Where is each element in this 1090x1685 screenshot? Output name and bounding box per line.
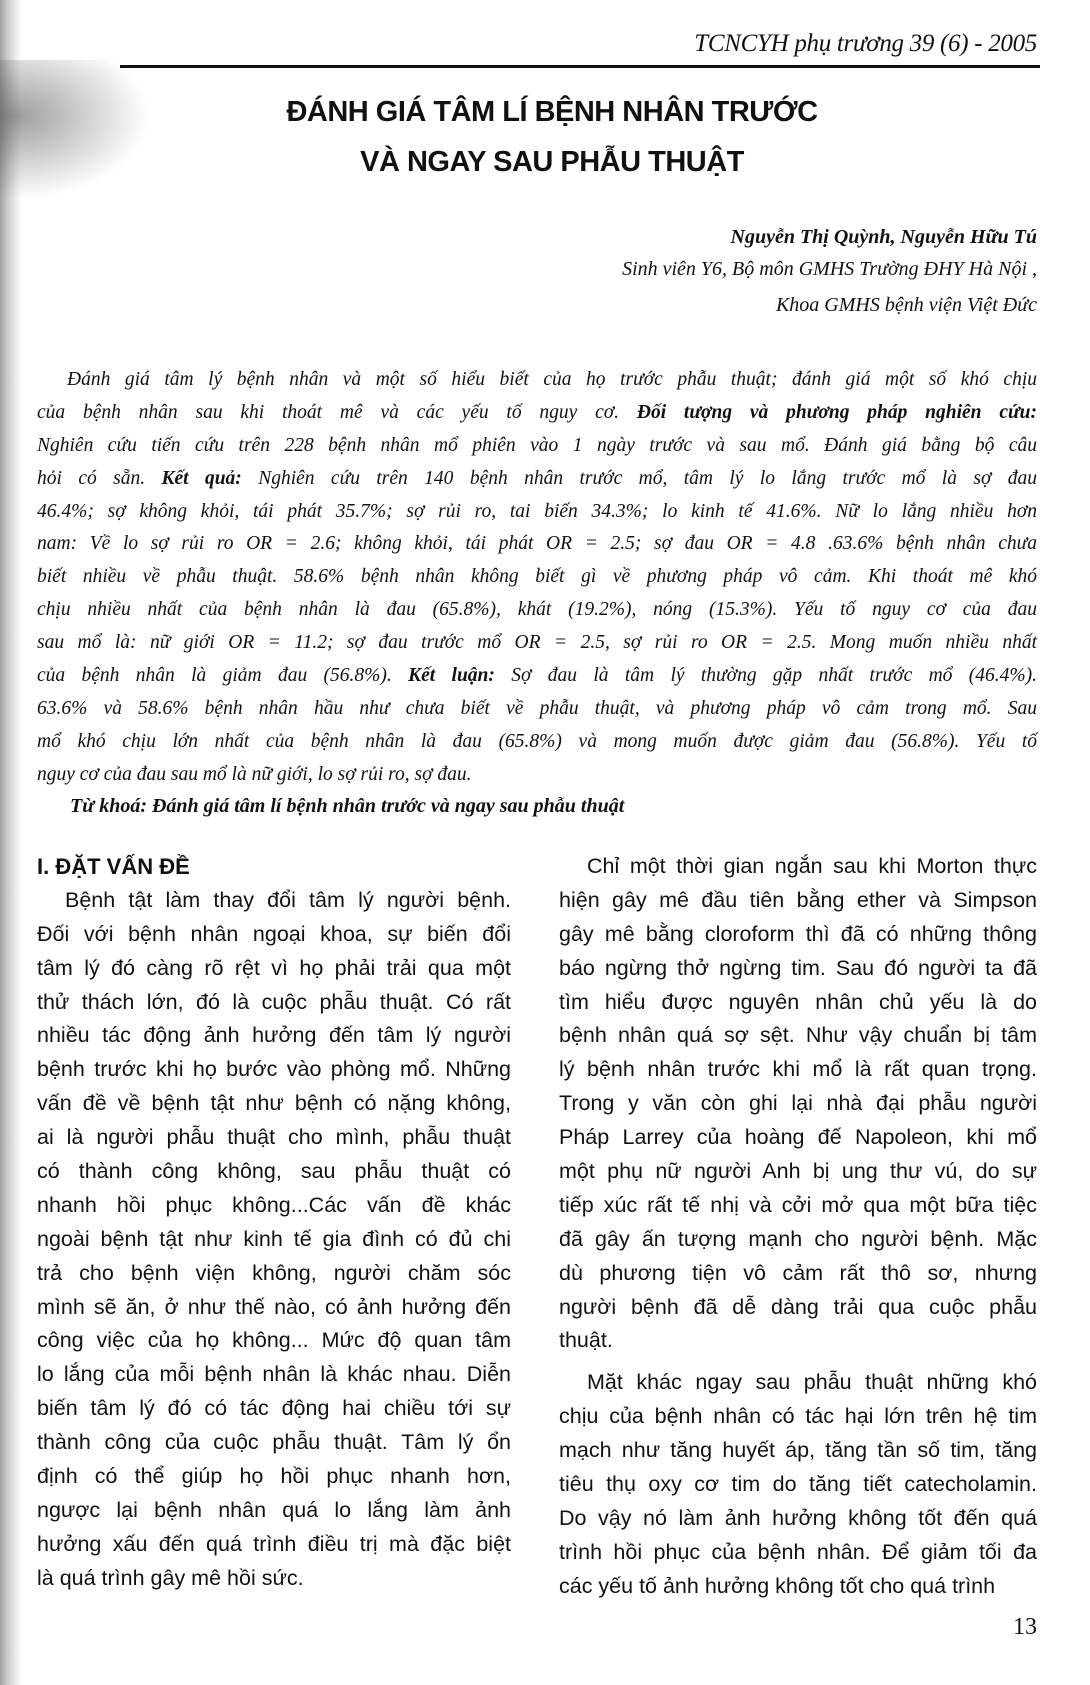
abstract-text: của bệnh nhân sau khi thoát mê và các yếu tố nguy cơ. bbox=[37, 401, 637, 423]
abstract-text: nam: Về lo sợ rủi ro OR = 2.6; không khỏi, tái phát OR = 2.5; sợ đau OR = 4.8 .63.6% bệnh nhân chưa bbox=[37, 533, 1037, 555]
abstract-line bbox=[37, 594, 1037, 627]
abstract-text: 46.4%; sợ không khỏi, tái phát 35.7%; sợ rủi ro, tai biến 34.3%; lo kinh tế 41.6%. Nữ lo lắng nhiều hơn bbox=[37, 500, 1037, 522]
body-line: Bệnh tật làm thay đổi tâm lý người bệnh. bbox=[65, 887, 511, 912]
body-line: trả cho bệnh viện không, người chăm sóc bbox=[37, 1260, 511, 1285]
body-line: gây mê bằng cloroform thì đã có những thông bbox=[559, 921, 1037, 946]
abstract-text: mổ khó chịu lớn nhất của bệnh nhân là đau (65.8%) và mong muốn được giảm đau (56.8%). Yếu tố bbox=[37, 730, 1037, 752]
body-line: chịu của bệnh nhân có tác hại lớn trên hệ tim bbox=[559, 1404, 1037, 1429]
body-line: lo lắng của mỗi bệnh nhân là khác nhau. Diễn bbox=[37, 1362, 511, 1387]
body-line: Trong y văn còn ghi lại nhà đại phẫu người bbox=[559, 1091, 1037, 1116]
body-line: nhanh hồi phục không...Các vấn đề khác bbox=[37, 1192, 511, 1217]
body-line: bệnh nhân quá sợ sệt. Như vậy chuẩn bị tâm bbox=[559, 1023, 1037, 1048]
body-line: tâm lý đó càng rõ rệt vì họ phải trải qua một bbox=[37, 955, 511, 980]
body-line: trình hồi phục của bệnh nhân. Để giảm tối đa bbox=[559, 1539, 1037, 1564]
abstract-bold-label: Đối tượng và phương pháp nghiên cứu: bbox=[636, 401, 1037, 423]
body-line: lý bệnh nhân trước khi mổ là rất quan trọng. bbox=[559, 1057, 1037, 1082]
body-line: mình sẽ ăn, ở như thế nào, có ảnh hưởng đến bbox=[37, 1294, 511, 1319]
abstract-text: nguy cơ của đau sau mổ là nữ giới, lo sợ rủi ro, sợ đau. bbox=[37, 763, 472, 785]
journal-header: TCNCYH phụ trương 39 (6) - 2005 bbox=[694, 30, 1037, 57]
body-line: thử thách lớn, đó là cuộc phẫu thuật. Có rất bbox=[37, 989, 511, 1014]
author-affiliation-2: Khoa GMHS bệnh viện Việt Đức bbox=[775, 294, 1037, 316]
body-line: Chỉ một thời gian ngắn sau khi Morton thực bbox=[587, 854, 1037, 878]
body-line: hiện gây mê đầu tiên bằng ether và Simpson bbox=[559, 887, 1037, 912]
header-rule bbox=[120, 65, 1040, 68]
body-line: Pháp Larrey của hoàng đế Napoleon, khi mổ bbox=[559, 1125, 1037, 1150]
body-line: ngược lại bệnh nhân quá lo lắng làm ảnh bbox=[37, 1497, 511, 1522]
abstract-line bbox=[37, 726, 1037, 759]
abstract-text: 63.6% và 58.6% bệnh nhân hầu như chưa biết về phẫu thuật, và phương pháp vô cảm trong mổ. Sau bbox=[37, 697, 1037, 719]
abstract-line bbox=[37, 496, 1037, 529]
author-affiliation-1: Sinh viên Y6, Bộ môn GMHS Trường ĐHY Hà Nội , bbox=[622, 258, 1037, 280]
body-line: thành công của cuộc phẫu thuật. Tâm lý ổn bbox=[37, 1430, 511, 1455]
abstract-line bbox=[37, 759, 1037, 792]
body-line: Do vậy nó làm ảnh hưởng không tốt đến quá bbox=[559, 1505, 1037, 1530]
abstract-text: Đánh giá tâm lý bệnh nhân và một số hiểu biết của họ trước phẫu thuật; đánh giá một số khó chịu bbox=[67, 369, 1037, 390]
keywords: Từ khoá: Đánh giá tâm lí bệnh nhân trước và ngay sau phẫu thuật bbox=[70, 795, 625, 817]
abstract-text: chịu nhiều nhất của bệnh nhân là đau (65.8%), khát (19.2%), nóng (15.3%). Yếu tố nguy cơ của đau bbox=[37, 599, 1037, 621]
abstract-line bbox=[37, 364, 1037, 397]
scan-edge-shadow bbox=[0, 0, 22, 1685]
abstract-line bbox=[37, 693, 1037, 726]
abstract-text: biết nhiều về phẫu thuật. 58.6% bệnh nhân không biết gì về phương pháp vô cảm. Khi thoát mê khó bbox=[37, 566, 1037, 588]
body-line: dù phương tiện vô cảm rất thô sơ, nhưng bbox=[559, 1260, 1037, 1285]
body-line: bệnh trước khi họ bước vào phòng mổ. Những bbox=[37, 1057, 511, 1082]
body-line: công việc của họ không... Mức độ quan tâm bbox=[37, 1328, 511, 1353]
abstract-bold-label: Kết quả: bbox=[161, 467, 242, 489]
body-line: tiếp xúc rất tế nhị và cởi mở qua một bữa tiệc bbox=[559, 1192, 1037, 1217]
scan-edge-noise bbox=[0, 60, 150, 200]
body-line: một phụ nữ người Anh bị ung thư vú, do sự bbox=[559, 1159, 1037, 1184]
body-line: hưởng xấu đến quá trình điều trị mà đặc biệt bbox=[37, 1531, 511, 1556]
abstract-text: Nghiên cứu trên 140 bệnh nhân trước mổ, tâm lý lo lắng trước mổ là sợ đau bbox=[241, 467, 1037, 489]
abstract-text: sau mổ là: nữ giới OR = 11.2; sợ đau trước mổ OR = 2.5, sợ rủi ro OR = 2.5. Mong muốn nhiều nhất bbox=[37, 632, 1037, 654]
abstract-text: của bệnh nhân là giảm đau (56.8%). bbox=[37, 665, 409, 687]
body-line: vấn đề về bệnh tật như bệnh có nặng không, bbox=[37, 1091, 511, 1116]
section-heading: I. ĐẶT VẤN ĐỀ bbox=[37, 854, 190, 879]
body-line: thuật. bbox=[559, 1328, 613, 1353]
body-line: định có thể giúp họ hồi phục nhanh hơn, bbox=[37, 1464, 511, 1489]
right-column bbox=[559, 850, 1037, 1604]
body-line: đã gây ấn tượng mạnh cho người bệnh. Mặc bbox=[559, 1226, 1037, 1251]
abstract bbox=[37, 364, 1037, 792]
body-line: ai là người phẫu thuật cho mình, phẫu thuật bbox=[37, 1125, 511, 1150]
body-line: ngoài bệnh tật như kinh tế gia đình có đủ chi bbox=[37, 1226, 511, 1251]
abstract-text: hỏi có sẵn. bbox=[37, 467, 162, 489]
title-line-2: VÀ NGAY SAU PHẪU THUẬT bbox=[360, 146, 744, 178]
abstract-line bbox=[37, 430, 1037, 463]
abstract-line bbox=[37, 660, 1037, 693]
body-line: tiêu thụ oxy cơ tim do tăng tiết catecholamin. bbox=[559, 1472, 1037, 1497]
abstract-bold-label: Kết luận: bbox=[408, 665, 495, 687]
abstract-line bbox=[37, 561, 1037, 594]
body-line: là quá trình gây mê hồi sức. bbox=[37, 1565, 304, 1590]
title-line-1: ĐÁNH GIÁ TÂM LÍ BỆNH NHÂN TRƯỚC bbox=[286, 96, 818, 128]
abstract-line bbox=[37, 397, 1037, 430]
body-line: biến tâm lý đó có tác động hai chiều tới sự bbox=[37, 1396, 511, 1421]
body-line: các yếu tố ảnh hưởng không tốt cho quá trình bbox=[559, 1573, 996, 1598]
left-column bbox=[37, 850, 511, 1596]
abstract-line bbox=[37, 463, 1037, 496]
body-line: báo ngừng thở ngừng tim. Sau đó người ta đã bbox=[559, 955, 1037, 980]
abstract-line bbox=[37, 627, 1037, 660]
author-names: Nguyễn Thị Quỳnh, Nguyễn Hữu Tú bbox=[730, 226, 1037, 248]
body-line: có thành công không, sau phẫu thuật có bbox=[37, 1159, 511, 1184]
paragraph-gap bbox=[559, 1358, 1037, 1366]
body-line: nhiều tác động ảnh hưởng đến tâm lý người bbox=[37, 1023, 511, 1048]
body-line: mạch như tăng huyết áp, tăng tần số tim, tăng bbox=[559, 1438, 1037, 1463]
abstract-text: Sợ đau là tâm lý thường gặp nhất trước mổ (46.4%). bbox=[494, 665, 1037, 687]
abstract-line bbox=[37, 528, 1037, 561]
abstract-text: Nghiên cứu tiến cứu trên 228 bệnh nhân mổ phiên vào 1 ngày trước và sau mổ. Đánh giá bằng bộ câu bbox=[37, 434, 1037, 456]
body-line: tìm hiểu được nguyên nhân chủ yếu là do bbox=[559, 989, 1037, 1014]
body-line: Đối với bệnh nhân ngoại khoa, sự biến đổi bbox=[37, 921, 511, 946]
body-line: người bệnh đã dễ dàng trải qua cuộc phẫu bbox=[559, 1294, 1037, 1319]
body-line: Mặt khác ngay sau phẫu thuật những khó bbox=[587, 1370, 1037, 1395]
page-number: 13 bbox=[1013, 1614, 1037, 1640]
